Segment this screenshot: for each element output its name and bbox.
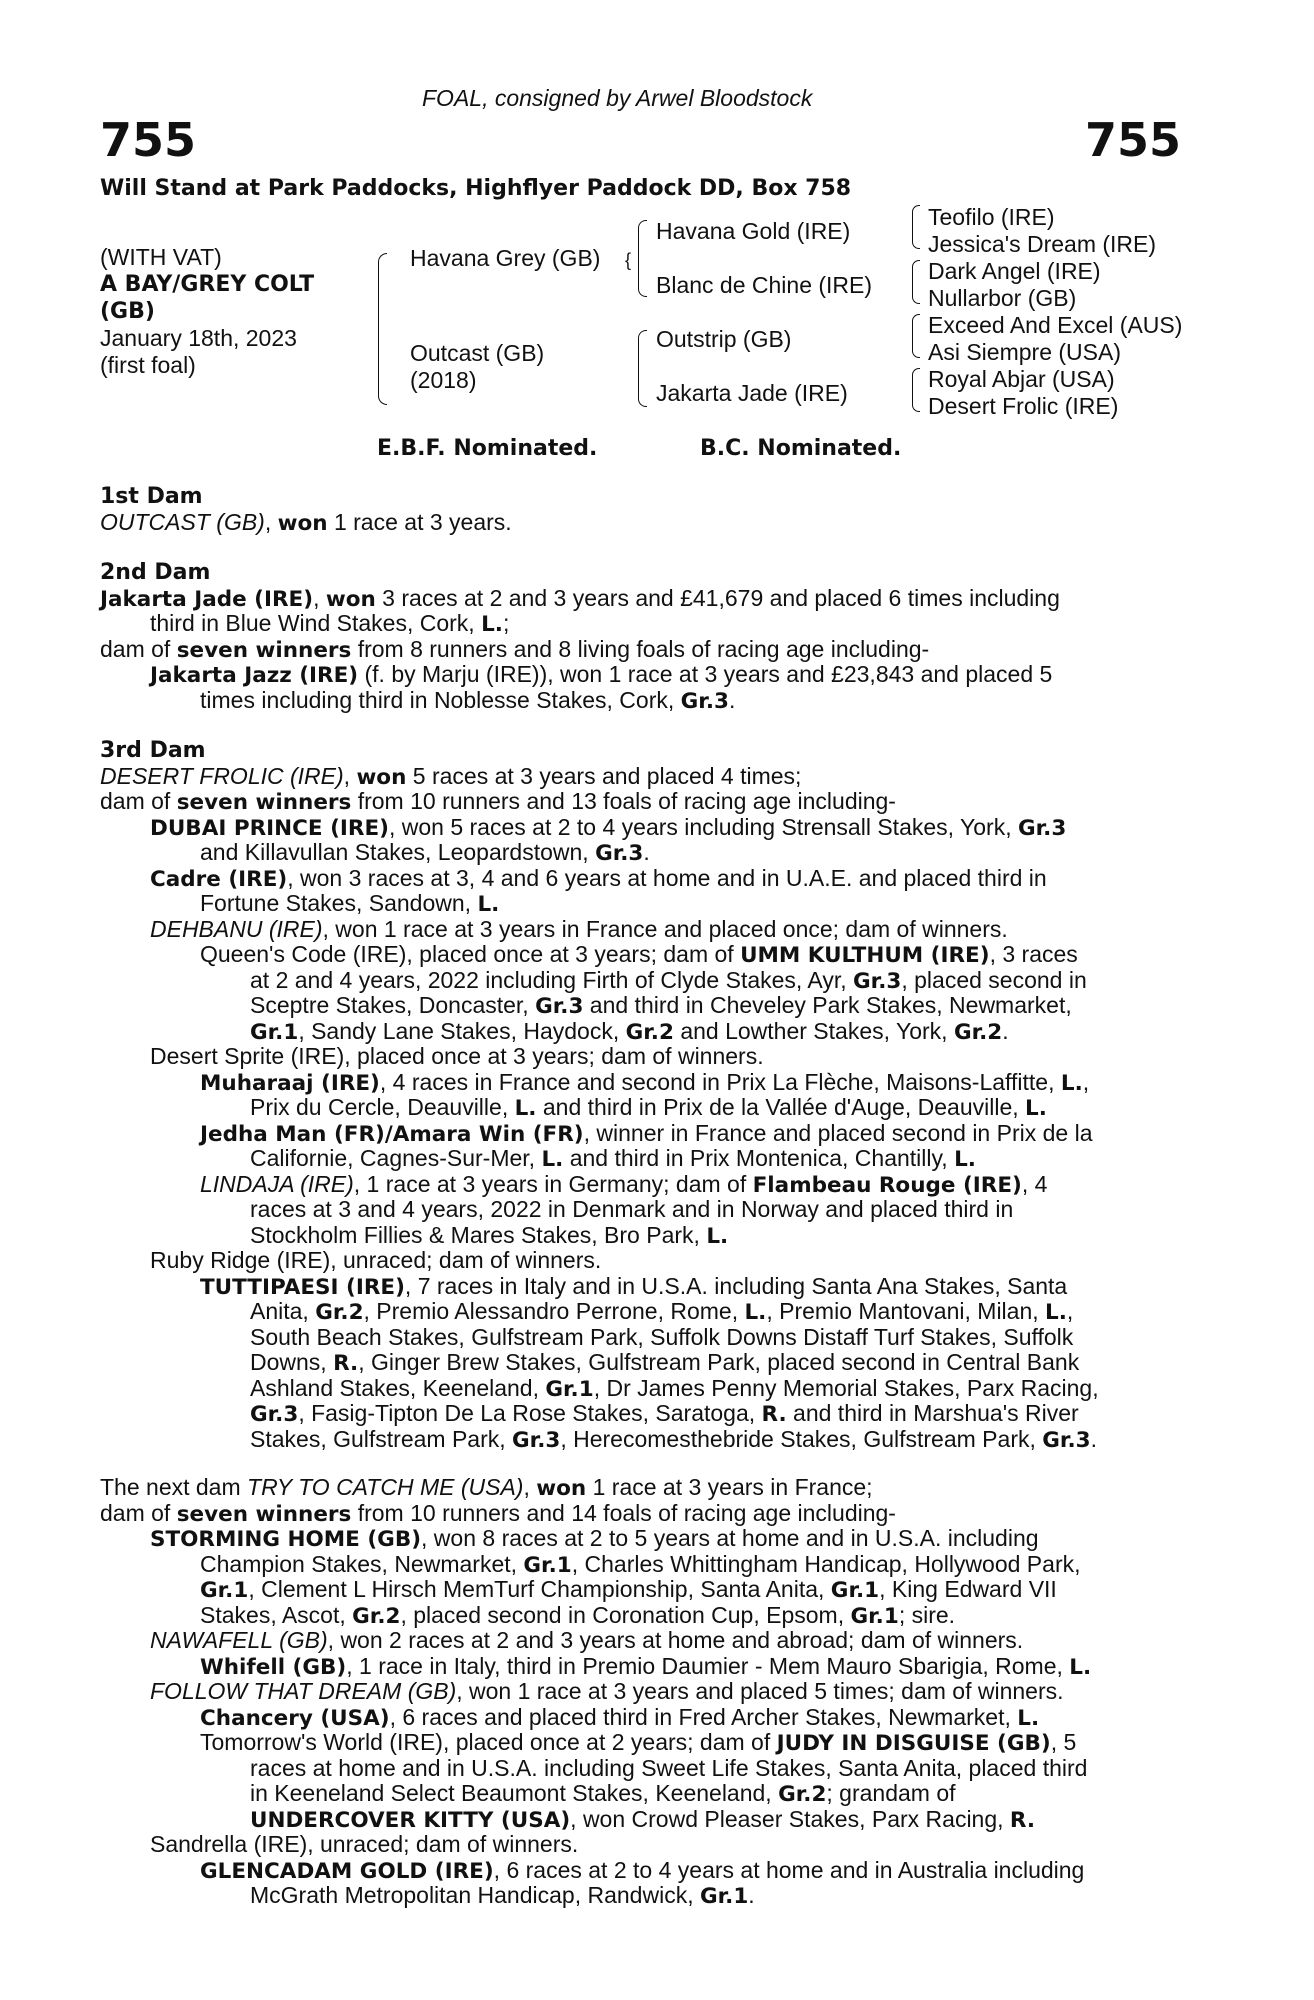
pedigree-brace-sd bbox=[912, 260, 920, 304]
grade: Gr.1 bbox=[850, 1603, 899, 1629]
progeny-name: Muharaaj (IRE) bbox=[200, 1070, 380, 1096]
text: , won Crowd Pleaser Stakes, Parx Racing, bbox=[570, 1805, 1010, 1832]
second-dam-heading: 2nd Dam bbox=[100, 560, 211, 585]
text: . bbox=[643, 839, 650, 865]
sire-dam: Blanc de Chine (IRE) bbox=[656, 272, 873, 298]
text: , Premio Alessandro Perrone, Rome, bbox=[363, 1298, 745, 1324]
grade: Gr.3 bbox=[595, 841, 644, 866]
text: , won 2 races at 2 and 3 years at home and abroad; dam of winners. bbox=[327, 1627, 1024, 1653]
text: , Sandy Lane Stakes, Haydock, bbox=[298, 1017, 626, 1044]
grade: Gr.1 bbox=[699, 1884, 749, 1909]
consignment-line: FOAL, consigned by Arwel Bloodstock bbox=[422, 85, 813, 111]
grade: Gr.3 bbox=[680, 688, 729, 714]
grade: L. bbox=[514, 1096, 537, 1121]
text: 1 race at 3 years in France; bbox=[586, 1474, 873, 1500]
foal-note: (first foal) bbox=[100, 352, 196, 378]
text: Sceptre Stakes, Doncaster, bbox=[250, 992, 536, 1018]
text: (f. by Marju (IRE)), won 1 race at 3 years and £23,843 and placed 5 bbox=[358, 661, 1053, 687]
bc-nominated: B.C. Nominated. bbox=[700, 436, 902, 461]
text: , 4 bbox=[1021, 1170, 1048, 1197]
grade: Gr.1 bbox=[545, 1376, 594, 1402]
text: ; sire. bbox=[898, 1601, 956, 1628]
text: , Clement L Hirsch MemTurf Championship, Santa Anita, bbox=[248, 1576, 831, 1602]
first-dam-text: 1 race at 3 years. bbox=[327, 508, 512, 535]
grade: Gr.1 bbox=[200, 1578, 249, 1603]
grade: R. bbox=[333, 1351, 359, 1376]
g3-4: Nullarbor (GB) bbox=[928, 285, 1077, 311]
text: 5 races at 3 years and placed 4 times; bbox=[406, 762, 802, 789]
grade: Gr.3 bbox=[1042, 1427, 1091, 1453]
grade: L. bbox=[477, 892, 500, 917]
progeny-name: Chancery (USA) bbox=[200, 1705, 390, 1731]
text: . bbox=[1002, 1017, 1009, 1044]
progeny-name: DUBAI PRINCE (IRE) bbox=[150, 815, 389, 841]
text: dam of bbox=[100, 1499, 177, 1526]
brace-point-sire: { bbox=[625, 250, 632, 270]
dam-sire: Outstrip (GB) bbox=[656, 326, 792, 352]
text: , Dr James Penny Memorial Stakes, Parx Racing, bbox=[593, 1374, 1099, 1401]
vat-note: (WITH VAT) bbox=[100, 244, 222, 270]
text: , 7 races in Italy and in U.S.A. including Santa Ana Stakes, Santa bbox=[404, 1272, 1068, 1299]
text: and Killavullan Stakes, Leopardstown, bbox=[200, 839, 596, 865]
grade: Gr.3 bbox=[250, 1402, 299, 1427]
text: , won 1 race at 3 years and placed 5 times; dam of winners. bbox=[456, 1678, 1064, 1704]
text: , 4 races in France and second in Prix La Flèche, Maisons-Laffitte, bbox=[379, 1068, 1061, 1095]
text: dam of bbox=[100, 635, 177, 662]
sire-sire: Havana Gold (IRE) bbox=[656, 218, 851, 244]
progeny-name: Whifell (GB) bbox=[200, 1654, 347, 1680]
text: , 1 race at 3 years in Germany; dam of bbox=[353, 1170, 753, 1197]
second-dam-section: 2nd Dam Jakarta Jade (IRE), won 3 races at 2 and 3 years and £41,679 and placed 6 times including third in Blue Wind Stakes, Cork, L.; dam of seven winners from 8 runners and 8 living foals of racing age including- Jakarta Jazz (IRE) (f. by Marju (IRE)), won 1 race at 3 years and £23,843 and placed 5 times including third in Noblesse Stakes, Cork, Gr.3. bbox=[100, 560, 1200, 713]
grade: L. bbox=[1025, 1096, 1047, 1121]
pedigree-brace-dam bbox=[638, 330, 647, 407]
text: , 1 race in Italy, third in Premio Daumier - Mem Mauro Sbarigia, Rome, bbox=[346, 1652, 1070, 1679]
g3-3: Dark Angel (IRE) bbox=[928, 258, 1101, 284]
pedigree-brace-dd bbox=[912, 368, 920, 412]
text: Champion Stakes, Newmarket, bbox=[200, 1550, 524, 1577]
grade: Gr.3 bbox=[512, 1427, 561, 1453]
won-label: won bbox=[356, 764, 407, 790]
horse-title-country: (GB) bbox=[100, 299, 155, 324]
text: dam of bbox=[100, 788, 177, 814]
g3-7: Royal Abjar (USA) bbox=[928, 366, 1115, 392]
progeny-name: DEHBANU (IRE) bbox=[150, 915, 323, 942]
text: , winner in France and placed second in Prix de la bbox=[583, 1119, 1093, 1146]
grade: L. bbox=[1045, 1300, 1067, 1325]
progeny-name: STORMING HOME (GB) bbox=[150, 1527, 422, 1552]
grade: Gr.2 bbox=[352, 1603, 401, 1629]
ebf-nominated: E.B.F. Nominated. bbox=[377, 436, 598, 461]
text: Fortune Stakes, Sandown, bbox=[200, 890, 478, 916]
third-dam-heading: 3rd Dam bbox=[100, 738, 206, 763]
text: , bbox=[1066, 1298, 1074, 1324]
progeny-name: Cadre (IRE) bbox=[150, 866, 288, 892]
grade: L. bbox=[1017, 1705, 1040, 1731]
stand-location: Will Stand at Park Paddocks, Highflyer Paddock DD, Box 758 bbox=[100, 176, 852, 201]
grade: Gr.3 bbox=[1017, 815, 1067, 841]
text: South Beach Stakes, Gulfstream Park, Suffolk Downs Distaff Turf Stakes, Suffolk bbox=[250, 1323, 1074, 1350]
text: third in Blue Wind Stakes, Cork, bbox=[150, 610, 482, 636]
progeny-name: Jedha Man (FR)/Amara Win (FR) bbox=[200, 1121, 584, 1147]
text: , 5 bbox=[1050, 1729, 1077, 1755]
text: . bbox=[1090, 1425, 1097, 1452]
lot-number-right: 755 bbox=[1085, 113, 1182, 167]
pedigree-brace-ds bbox=[912, 314, 920, 358]
text: from 10 runners and 14 foals of racing age including- bbox=[351, 1499, 896, 1526]
text: , King Edward VII bbox=[879, 1576, 1057, 1602]
text: , 3 races bbox=[989, 941, 1078, 967]
text: times including third in Noblesse Stakes, Cork, bbox=[200, 686, 681, 713]
text: The next dam bbox=[100, 1474, 248, 1500]
g3-5: Exceed And Excel (AUS) bbox=[928, 312, 1183, 338]
text: and Lowther Stakes, York, bbox=[673, 1017, 954, 1044]
first-dam-section: 1st Dam OUTCAST (GB), won 1 race at 3 years. bbox=[100, 484, 1200, 535]
text: , Fasig-Tipton De La Rose Stakes, Saratoga, bbox=[298, 1400, 762, 1426]
text: Ruby Ridge (IRE), unraced; dam of winners. bbox=[150, 1247, 602, 1273]
winners-count: seven winners bbox=[176, 637, 352, 663]
progeny-name: FOLLOW THAT DREAM (GB) bbox=[150, 1678, 457, 1704]
won-label: won bbox=[325, 586, 376, 612]
text: , Ginger Brew Stakes, Gulfstream Park, placed second in Central Bank bbox=[358, 1349, 1080, 1375]
text: at 2 and 4 years, 2022 including Firth of Clyde Stakes, Ayr, bbox=[250, 966, 854, 993]
text: ; bbox=[502, 610, 510, 636]
lot-number-left: 755 bbox=[100, 113, 197, 167]
progeny-name: NAWAFELL (GB) bbox=[150, 1627, 328, 1653]
g3-1: Teofilo (IRE) bbox=[928, 204, 1055, 230]
progeny-name: JUDY IN DISGUISE (GB) bbox=[776, 1731, 1051, 1756]
progeny-name: UNDERCOVER KITTY (USA) bbox=[250, 1807, 571, 1833]
grade: Gr.2 bbox=[625, 1019, 674, 1045]
text: , bbox=[1082, 1068, 1090, 1095]
text: and third in Cheveley Park Stakes, Newmarket, bbox=[583, 992, 1072, 1018]
grade: L. bbox=[481, 612, 503, 637]
text: Prix du Cercle, Deauville, bbox=[250, 1094, 515, 1120]
third-dam-section: 3rd Dam DESERT FROLIC (IRE), won 5 races at 3 years and placed 4 times; dam of seven winners from 10 runners and 13 foals of racing age including- DUBAI PRINCE (IRE), won 5 races at 2 to 4 years including Strensall Stakes, York, Gr.3 and Killavullan Stakes, Leopardstown, Gr.3. Cadre (IRE), won 3 races at 3, 4 and 6 years at home and in U.A.E. and placed third in Fortune Stakes, Sandown, L. DEHBANU (IRE), won 1 race at 3 years in France and placed once; dam of winners. Queen's Code (IRE), placed once at 3 years; dam of UMM KULTHUM (IRE), 3 races at 2 and 4 years, 2022 including Firth of Clyde Stakes, Ayr, Gr.3, placed second in Sceptre Stakes, Doncaster, Gr.3 and third in Cheveley Park Stakes, Newmarket, Gr.1, Sandy Lane Stakes, Haydock, Gr.2 and Lowther Stakes, York, Gr.2. Desert Sprite (IRE), placed once at 3 years; dam of winners. Muharaaj (IRE), 4 races in France and second in Prix La Flèche, Maisons-Laffitte, L., Prix du Cercle, Deauville, L. and third in Prix de la Vallée d'Auge, Deauville, L. Jedha Man (FR)/Amara Win (FR), winner in France and placed second in Prix de la Californie, Cagnes-Sur-Mer, L. and third in Prix Montenica, Chantilly, L. LINDAJA (IRE), 1 race at 3 years in Germany; dam of Flambeau Rouge (IRE), 4 races at 3 and 4 years, 2022 in Denmark and in Norway and placed third in Stockholm Fillies & Mares Stakes, Bro Park, L. Ruby Ridge (IRE), unraced; dam of winners. TUTTIPAESI (IRE), 7 races in Italy and in U.S.A. including Santa Ana Stakes, Santa Anita, Gr.2, Premio Alessandro Perrone, Rome, L., Premio Mantovani, Milan, L., South Beach Stakes, Gulfstream Park, Suffolk Downs Distaff Turf Stakes, Suffolk Downs, R., Ginger Brew Stakes, Gulfstream Park, placed second in Central Bank Ashland Stakes, Keeneland, Gr.1, Dr James Penny Memorial Stakes, Parx Racing, Gr.3, Fasig-Tipton De La Rose Stakes, Saratoga, R. and third in Marshua's River Stakes, Gulfstream Park, Gr.3, Herecomesthebride Stakes, Gulfstream Park, Gr.3. bbox=[100, 738, 1200, 1452]
text: , 6 races at 2 to 4 years at home and in Australia including bbox=[493, 1856, 1085, 1883]
winners-count: seven winners bbox=[176, 790, 352, 815]
text: and third in Prix de la Vallée d'Auge, Deauville, bbox=[536, 1094, 1026, 1120]
grade: L. bbox=[706, 1223, 729, 1249]
sire: Havana Grey (GB) bbox=[410, 245, 601, 271]
text: , 6 races and placed third in Fred Archer Stakes, Newmarket, bbox=[389, 1703, 1018, 1730]
progeny-name: LINDAJA (IRE) bbox=[200, 1170, 354, 1197]
dam: Outcast (GB) bbox=[410, 340, 545, 366]
grade: L. bbox=[1069, 1654, 1092, 1680]
won-label: won bbox=[536, 1476, 587, 1501]
grade: Gr.1 bbox=[523, 1552, 572, 1578]
progeny-name: Flambeau Rouge (IRE) bbox=[752, 1172, 1022, 1198]
text: McGrath Metropolitan Handicap, Randwick, bbox=[250, 1882, 700, 1908]
text: and third in Marshua's River bbox=[786, 1400, 1079, 1426]
text: , Premio Mantovani, Milan, bbox=[766, 1298, 1046, 1324]
text: . bbox=[728, 686, 736, 713]
progeny-name: TUTTIPAESI (IRE) bbox=[200, 1274, 405, 1300]
grade: Gr.3 bbox=[535, 994, 584, 1019]
text: Stockholm Fillies & Mares Stakes, Bro Park, bbox=[250, 1221, 707, 1248]
g3-8: Desert Frolic (IRE) bbox=[928, 393, 1119, 419]
won-label: won bbox=[277, 510, 328, 536]
g3-6: Asi Siempre (USA) bbox=[928, 339, 1121, 365]
grade: L. bbox=[541, 1147, 564, 1172]
next-dam-section: The next dam TRY TO CATCH ME (USA), won 1 race at 3 years in France; dam of seven winners from 10 runners and 14 foals of racing age including- STORMING HOME (GB), won 8 races at 2 to 5 years at home and in U.S.A. including Champion Stakes, Newmarket, Gr.1, Charles Whittingham Handicap, Hollywood Park, Gr.1, Clement L Hirsch MemTurf Championship, Santa Anita, Gr.1, King Edward VII Stakes, Ascot, Gr.2, placed second in Coronation Cup, Epsom, Gr.1; sire. NAWAFELL (GB), won 2 races at 2 and 3 years at home and abroad; dam of winners. Whifell (GB), 1 race in Italy, third in Premio Daumier - Mem Mauro Sbarigia, Rome, L. FOLLOW THAT DREAM (GB), won 1 race at 3 years and placed 5 times; dam of winners. Chancery (USA), 6 races and placed third in Fred Archer Stakes, Newmarket, L. Tomorrow's World (IRE), placed once at 2 years; dam of JUDY IN DISGUISE (GB), 5 races at home and in U.S.A. including Sweet Life Stakes, Santa Anita, placed third in Keeneland Select Beaumont Stakes, Keeneland, Gr.2; grandam of UNDERCOVER KITTY (USA), won Crowd Pleaser Stakes, Parx Racing, R. Sandrella (IRE), unraced; dam of winners. GLENCADAM GOLD (IRE), 6 races at 2 to 4 years at home and in Australia including McGrath Metropolitan Handicap, Randwick, Gr.1. bbox=[100, 1474, 1092, 1909]
text: Tomorrow's World (IRE), placed once at 2 years; dam of bbox=[200, 1729, 777, 1755]
text: from 8 runners and 8 living foals of racing age including- bbox=[351, 635, 930, 662]
progeny-name: GLENCADAM GOLD (IRE) bbox=[200, 1858, 494, 1884]
text: Californie, Cagnes-Sur-Mer, bbox=[250, 1145, 542, 1171]
g3-2: Jessica's Dream (IRE) bbox=[928, 231, 1157, 257]
text: Queen's Code (IRE), placed once at 3 years; dam of bbox=[200, 941, 741, 967]
text: . bbox=[748, 1882, 755, 1908]
text: , placed second in Coronation Cup, Epsom, bbox=[400, 1601, 851, 1628]
dam-dam: Jakarta Jade (IRE) bbox=[656, 380, 848, 406]
third-dam-name: DESERT FROLIC (IRE) bbox=[100, 762, 344, 789]
first-dam-name: OUTCAST (GB) bbox=[100, 508, 265, 535]
grade: R. bbox=[1009, 1807, 1036, 1833]
text: Stakes, Ascot, bbox=[200, 1601, 353, 1628]
text: , won 5 races at 2 to 4 years including Strensall Stakes, York, bbox=[388, 813, 1018, 840]
grade: Gr.1 bbox=[830, 1578, 880, 1603]
pedigree-brace-sire bbox=[638, 220, 647, 297]
text: in Keeneland Select Beaumont Stakes, Keeneland, bbox=[250, 1780, 779, 1806]
text: Ashland Stakes, Keeneland, bbox=[250, 1374, 546, 1401]
text: Stakes, Gulfstream Park, bbox=[250, 1425, 513, 1452]
progeny-name: UMM KULTHUM (IRE) bbox=[740, 943, 990, 968]
dam-year: (2018) bbox=[410, 367, 477, 393]
text: from 10 runners and 13 foals of racing age including- bbox=[351, 788, 896, 814]
grade: R. bbox=[761, 1402, 787, 1427]
progeny-name: Jakarta Jazz (IRE) bbox=[150, 663, 359, 688]
grade: L. bbox=[744, 1300, 767, 1325]
winners-count: seven winners bbox=[176, 1501, 352, 1527]
text: races at home and in U.S.A. including Sweet Life Stakes, Santa Anita, placed third bbox=[250, 1754, 1088, 1781]
pedigree-brace-ss bbox=[912, 205, 920, 249]
text: , Herecomesthebride Stakes, Gulfstream Park, bbox=[560, 1425, 1043, 1452]
grade: L. bbox=[1060, 1070, 1083, 1096]
text: , placed second in bbox=[901, 966, 1087, 993]
first-dam-heading: 1st Dam bbox=[100, 484, 203, 509]
text: Anita, bbox=[250, 1298, 316, 1324]
text: , won 8 races at 2 to 5 years at home and in U.S.A. including bbox=[421, 1525, 1039, 1551]
second-dam-name: Jakarta Jade (IRE) bbox=[100, 586, 314, 612]
grade: Gr.2 bbox=[953, 1019, 1003, 1045]
horse-title: A BAY/GREY COLT bbox=[100, 272, 315, 297]
grade: Gr.2 bbox=[315, 1300, 364, 1325]
text: Downs, bbox=[250, 1349, 334, 1375]
text: 3 races at 2 and 3 years and £41,679 and placed 6 times including bbox=[375, 584, 1060, 611]
text: ; grandam of bbox=[826, 1780, 956, 1806]
text: , won 1 race at 3 years in France and placed once; dam of winners. bbox=[322, 915, 1008, 942]
text: and third in Prix Montenica, Chantilly, bbox=[563, 1145, 955, 1171]
text: , Charles Whittingham Handicap, Hollywood Park, bbox=[571, 1550, 1081, 1577]
grade: Gr.3 bbox=[853, 968, 902, 994]
grade: Gr.2 bbox=[778, 1782, 827, 1807]
grade: L. bbox=[954, 1147, 976, 1172]
text: races at 3 and 4 years, 2022 in Denmark and in Norway and placed third in bbox=[250, 1196, 1014, 1222]
foaling-date: January 18th, 2023 bbox=[100, 325, 297, 351]
text: , won 3 races at 3, 4 and 6 years at home and in U.A.E. and placed third in bbox=[287, 864, 1047, 891]
next-dam-name: TRY TO CATCH ME (USA) bbox=[247, 1474, 524, 1500]
text: Desert Sprite (IRE), placed once at 3 years; dam of winners. bbox=[150, 1043, 764, 1069]
pedigree-brace-1 bbox=[378, 253, 387, 405]
grade: Gr.1 bbox=[250, 1019, 299, 1045]
text: Sandrella (IRE), unraced; dam of winners. bbox=[150, 1831, 579, 1857]
